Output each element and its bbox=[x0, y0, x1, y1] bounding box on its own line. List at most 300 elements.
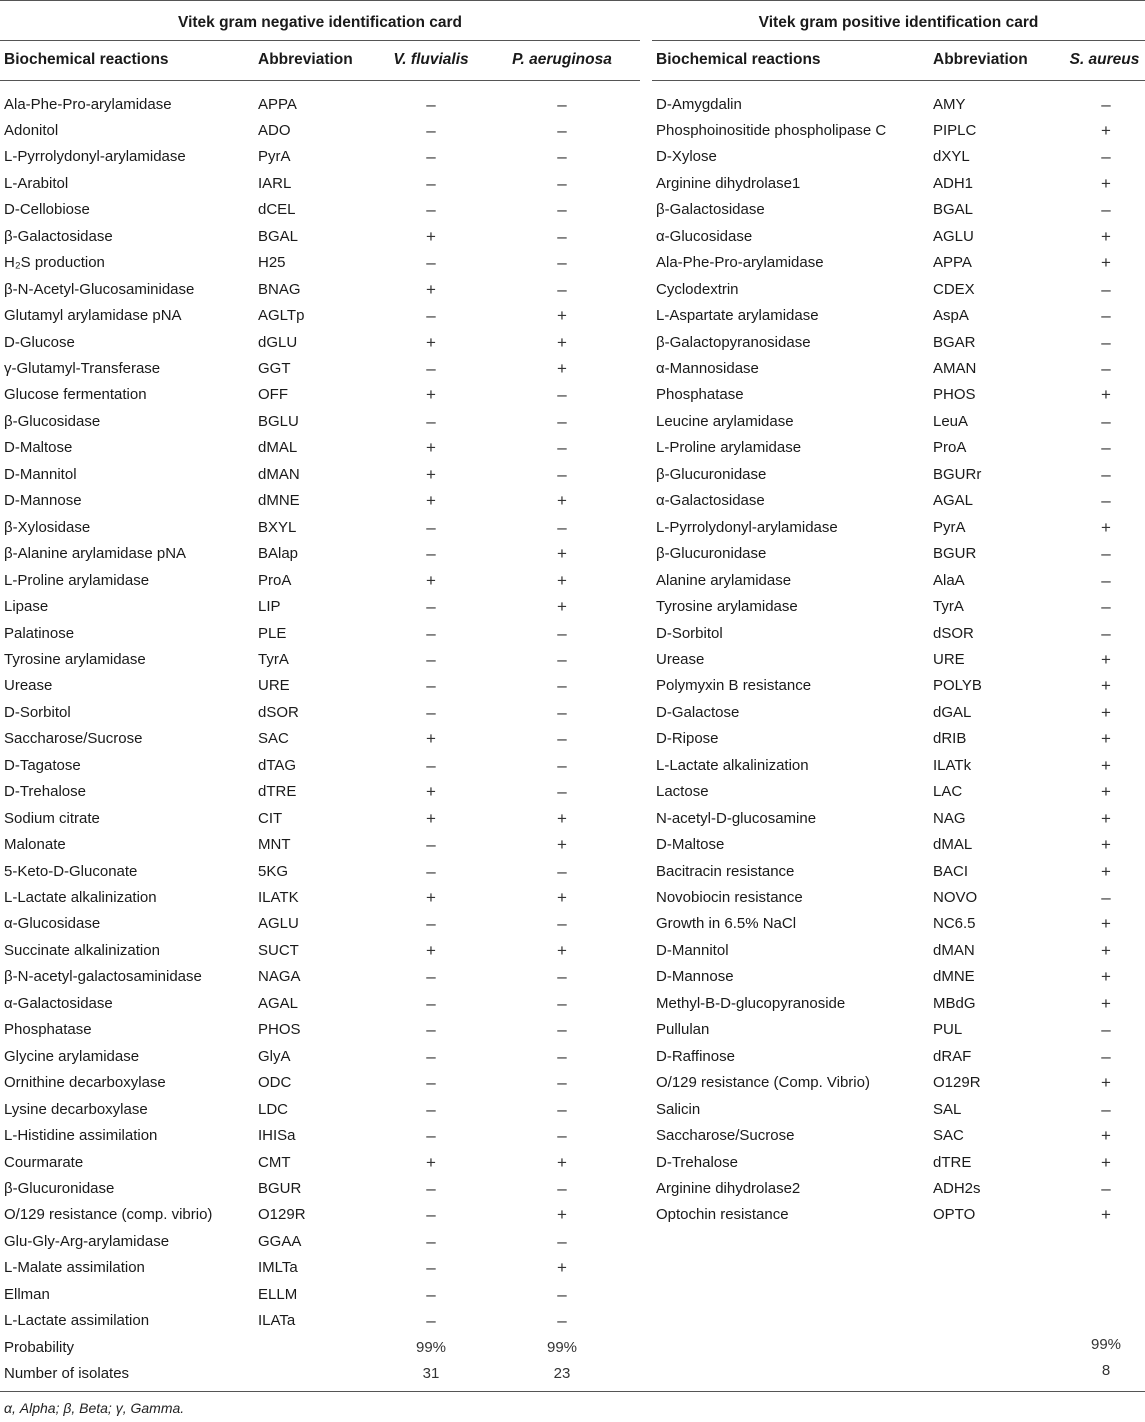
saureus-result: – bbox=[1101, 306, 1111, 326]
reaction-name: D-Glucose bbox=[4, 333, 75, 351]
vfluvialis-result: – bbox=[426, 94, 436, 114]
reaction-name: Cyclodextrin bbox=[656, 280, 739, 298]
left-group-title: Vitek gram negative identification card bbox=[178, 14, 462, 31]
abbreviation: AMY bbox=[933, 95, 966, 113]
table-row bbox=[0, 1150, 1145, 1176]
reaction-name: β-Glucuronidase bbox=[656, 545, 767, 563]
paeruginosa-result: – bbox=[557, 200, 567, 220]
paeruginosa-result: – bbox=[557, 411, 567, 431]
abbreviation: dMAL bbox=[933, 836, 973, 854]
abbreviation: PHOS bbox=[933, 386, 976, 404]
abbreviation: AGLU bbox=[258, 915, 299, 933]
reaction-name: L-Histidine assimilation bbox=[4, 1127, 158, 1145]
saureus-result: + bbox=[1101, 1152, 1111, 1172]
paeruginosa-result: – bbox=[557, 967, 567, 987]
reaction-name: Adonitol bbox=[4, 121, 59, 139]
vfluvialis-result: – bbox=[426, 200, 436, 220]
left-col-abbrev-header: Abbreviation bbox=[258, 51, 353, 68]
abbreviation: PyrA bbox=[258, 148, 291, 166]
saureus-result: + bbox=[1101, 940, 1111, 960]
saureus-result: – bbox=[1101, 438, 1111, 458]
paeruginosa-result: + bbox=[557, 306, 567, 326]
vfluvialis-result: – bbox=[426, 1178, 436, 1198]
right-header-rule bbox=[652, 80, 1145, 81]
left-group-rule bbox=[0, 40, 640, 41]
saureus-result: – bbox=[1101, 597, 1111, 617]
vfluvialis-result: – bbox=[426, 147, 436, 167]
right-probability-row bbox=[0, 1332, 1145, 1358]
saureus-result: + bbox=[1101, 755, 1111, 775]
abbreviation: POLYB bbox=[933, 677, 982, 695]
saureus-result: – bbox=[1101, 411, 1111, 431]
paeruginosa-result: – bbox=[557, 1178, 567, 1198]
saureus-result: + bbox=[1101, 1126, 1111, 1146]
paeruginosa-result: + bbox=[557, 1205, 567, 1225]
right-col-reaction-header: Biochemical reactions bbox=[656, 51, 821, 68]
reaction-name: Polymyxin B resistance bbox=[656, 677, 812, 695]
paeruginosa-result: 99% bbox=[546, 1338, 578, 1356]
paeruginosa-result: + bbox=[557, 597, 567, 617]
abbreviation: dMAN bbox=[258, 465, 300, 483]
reaction-name: D-Xylose bbox=[656, 148, 717, 166]
table-row bbox=[0, 144, 1145, 170]
table-row bbox=[0, 859, 1145, 885]
abbreviation: SAC bbox=[258, 730, 289, 748]
paeruginosa-result: – bbox=[557, 253, 567, 273]
vfluvialis-result: + bbox=[426, 888, 436, 907]
table-row bbox=[0, 700, 1145, 726]
paeruginosa-result: – bbox=[557, 729, 567, 749]
abbreviation: CIT bbox=[258, 809, 283, 827]
abbreviation: dMAN bbox=[933, 941, 975, 959]
reaction-name: Salicin bbox=[656, 1100, 701, 1118]
vfluvialis-result: – bbox=[426, 359, 436, 378]
paeruginosa-result: – bbox=[557, 1231, 567, 1251]
abbreviation: NAGA bbox=[258, 968, 301, 986]
reaction-name: L-Malate assimilation bbox=[4, 1259, 145, 1277]
left-col-vfluvialis-header: V. fluvialis bbox=[393, 51, 469, 68]
reaction-name: α-Galactosidase bbox=[656, 492, 765, 510]
reaction-name: β-Glucuronidase bbox=[656, 465, 767, 483]
abbreviation: BGURr bbox=[933, 465, 982, 483]
right-isolates-row bbox=[0, 1358, 1145, 1384]
saureus-result: – bbox=[1101, 570, 1111, 590]
saureus-result: – bbox=[1101, 464, 1111, 484]
vfluvialis-result: + bbox=[426, 385, 436, 405]
table-row bbox=[0, 277, 1145, 303]
vfluvialis-result: – bbox=[426, 1126, 436, 1146]
table-row bbox=[0, 488, 1145, 514]
vfluvialis-result: – bbox=[426, 1258, 436, 1278]
reaction-name: Urease bbox=[4, 677, 53, 695]
saureus-result: – bbox=[1101, 94, 1111, 114]
vfluvialis-result: – bbox=[426, 517, 436, 537]
saureus-result: – bbox=[1101, 1020, 1111, 1040]
abbreviation: BGAR bbox=[933, 333, 976, 351]
paeruginosa-result: + bbox=[557, 1258, 567, 1278]
abbreviation: ELLM bbox=[258, 1285, 298, 1303]
reaction-name: Lactose bbox=[656, 783, 709, 801]
reaction-name: Lysine decarboxylase bbox=[4, 1100, 148, 1118]
reaction-name: Succinate alkalinization bbox=[4, 941, 160, 959]
table-row bbox=[0, 753, 1145, 779]
paeruginosa-result: – bbox=[557, 94, 567, 114]
paeruginosa-result: + bbox=[557, 1152, 567, 1172]
vfluvialis-result: – bbox=[426, 411, 436, 431]
table-row bbox=[0, 382, 1145, 408]
saureus-result: + bbox=[1101, 226, 1111, 246]
abbreviation: AGAL bbox=[933, 492, 974, 510]
vfluvialis-result: – bbox=[426, 623, 436, 643]
reaction-name: Phosphoinositide phospholipase C bbox=[656, 121, 887, 139]
reaction-name: D-Ripose bbox=[656, 730, 719, 748]
vfluvialis-result: – bbox=[426, 1073, 436, 1093]
reaction-name: Phosphatase bbox=[656, 386, 744, 404]
table-row bbox=[0, 515, 1145, 541]
reaction-name: β-Galactopyranosidase bbox=[656, 333, 811, 351]
reaction-name: Glutamyl arylamidase pNA bbox=[4, 307, 182, 325]
vfluvialis-result: – bbox=[426, 1099, 436, 1119]
reaction-name: γ-Glutamyl-Transferase bbox=[4, 360, 161, 377]
saureus-result: + bbox=[1101, 253, 1111, 273]
vfluvialis-result: – bbox=[426, 1284, 436, 1304]
table-row bbox=[0, 171, 1145, 197]
paeruginosa-result: + bbox=[557, 491, 567, 511]
abbreviation: GGT bbox=[258, 360, 291, 377]
abbreviation: BGLU bbox=[258, 412, 299, 430]
vfluvialis-result: + bbox=[426, 332, 436, 352]
table-row bbox=[0, 435, 1145, 461]
abbreviation: SUCT bbox=[258, 941, 299, 959]
paeruginosa-result: + bbox=[557, 835, 567, 855]
reaction-name: Optochin resistance bbox=[656, 1206, 789, 1224]
reaction-name: L-Pyrrolydonyl-arylamidase bbox=[656, 518, 838, 536]
table-row bbox=[0, 1308, 640, 1334]
paeruginosa-result: 23 bbox=[553, 1365, 571, 1383]
vfluvialis-result: – bbox=[426, 173, 436, 193]
abbreviation: dMNE bbox=[258, 492, 300, 510]
abbreviation: dXYL bbox=[933, 148, 970, 166]
saureus-result: – bbox=[1101, 888, 1111, 907]
reaction-name: α-Glucosidase bbox=[656, 227, 753, 245]
table-row bbox=[0, 594, 1145, 620]
paeruginosa-result: + bbox=[557, 544, 567, 564]
reaction-name: β-Glucosidase bbox=[4, 412, 101, 430]
saureus-result: + bbox=[1101, 120, 1111, 140]
abbreviation: ODC bbox=[258, 1074, 292, 1092]
abbreviation: MNT bbox=[258, 836, 291, 854]
vfluvialis-result: – bbox=[426, 306, 436, 326]
abbreviation: TyrA bbox=[258, 650, 289, 668]
abbreviation: URE bbox=[258, 677, 290, 695]
abbreviation: TyrA bbox=[933, 598, 964, 616]
saureus-result: – bbox=[1101, 544, 1111, 564]
table-row bbox=[0, 541, 1145, 567]
abbreviation: PUL bbox=[933, 1021, 963, 1039]
abbreviation: NAG bbox=[933, 809, 966, 827]
vfluvialis-result: – bbox=[426, 1205, 436, 1225]
reaction-name: Sodium citrate bbox=[4, 809, 100, 827]
reaction-name: D-Amygdalin bbox=[656, 95, 742, 113]
vfluvialis-result: – bbox=[426, 702, 436, 722]
abbreviation: OPTO bbox=[933, 1206, 976, 1224]
reaction-name: α-Galactosidase bbox=[4, 994, 113, 1012]
abbreviation: LDC bbox=[258, 1100, 289, 1118]
paeruginosa-result: + bbox=[557, 808, 567, 828]
abbreviation: dSOR bbox=[933, 624, 974, 642]
abbreviation: IHISa bbox=[258, 1127, 296, 1145]
abbreviation: PIPLC bbox=[933, 121, 977, 139]
table-row bbox=[0, 118, 1145, 144]
paeruginosa-result: – bbox=[557, 649, 567, 669]
reaction-name: N-acetyl-D-glucosamine bbox=[656, 809, 817, 827]
abbreviation: SAL bbox=[933, 1100, 962, 1118]
vfluvialis-result: – bbox=[426, 835, 436, 855]
reaction-name: Malonate bbox=[4, 836, 66, 854]
reaction-name: D-Maltose bbox=[656, 836, 725, 854]
reaction-name: Saccharose/Sucrose bbox=[4, 730, 143, 748]
paeruginosa-result: + bbox=[557, 888, 567, 907]
abbreviation: BGUR bbox=[933, 545, 977, 563]
table-row bbox=[0, 1044, 1145, 1070]
reaction-name: L-Arabitol bbox=[4, 174, 69, 192]
abbreviation: dMAL bbox=[258, 439, 298, 457]
abbreviation: CDEX bbox=[933, 280, 975, 298]
vfluvialis-result: 31 bbox=[422, 1365, 440, 1383]
abbreviation: ADH1 bbox=[933, 174, 974, 192]
reaction-name: Ellman bbox=[4, 1285, 50, 1303]
reaction-name: L-Aspartate arylamidase bbox=[656, 307, 819, 325]
reaction-name: D-Trehalose bbox=[4, 783, 86, 801]
paeruginosa-result: – bbox=[557, 1020, 567, 1040]
vfluvialis-result: + bbox=[426, 226, 436, 246]
saureus-result: + bbox=[1101, 835, 1111, 855]
paeruginosa-result: – bbox=[557, 623, 567, 643]
reaction-name: Pullulan bbox=[656, 1021, 710, 1039]
reaction-name: L-Proline arylamidase bbox=[4, 571, 150, 589]
reaction-name: L-Lactate alkalinization bbox=[4, 889, 157, 906]
reaction-name: O/129 resistance (Comp. Vibrio) bbox=[656, 1074, 870, 1092]
table-row bbox=[0, 938, 1145, 964]
reaction-name: D-Cellobiose bbox=[4, 201, 90, 219]
abbreviation: dGAL bbox=[933, 703, 972, 721]
reaction-name: Saccharose/Sucrose bbox=[656, 1127, 795, 1145]
left-header-rule bbox=[0, 80, 640, 81]
abbreviation: BAlap bbox=[258, 545, 299, 563]
saureus-result: – bbox=[1101, 1178, 1111, 1198]
table-row bbox=[0, 568, 1145, 594]
saureus-result: – bbox=[1101, 147, 1111, 167]
table-row bbox=[0, 1017, 1145, 1043]
abbreviation: AlaA bbox=[933, 571, 965, 589]
table-row bbox=[0, 197, 1145, 223]
abbreviation: NC6.5 bbox=[933, 915, 976, 933]
saureus-result: + bbox=[1101, 173, 1111, 193]
reaction-name: D-Galactose bbox=[656, 703, 740, 721]
saureus-result: + bbox=[1101, 702, 1111, 722]
paeruginosa-result: – bbox=[557, 676, 567, 696]
table-row bbox=[0, 647, 1145, 673]
vfluvialis-result: – bbox=[426, 597, 436, 617]
abbreviation: dTRE bbox=[933, 1153, 972, 1171]
abbreviation: AspA bbox=[933, 307, 969, 325]
reaction-name: Ala-Phe-Pro-arylamidase bbox=[656, 254, 824, 272]
abbreviation: O129R bbox=[933, 1074, 981, 1092]
table-row bbox=[0, 1097, 1145, 1123]
abbreviation: AGLTp bbox=[258, 307, 305, 325]
paeruginosa-result: – bbox=[557, 1126, 567, 1146]
reaction-name: Palatinose bbox=[4, 624, 75, 642]
saureus-result: – bbox=[1101, 491, 1111, 511]
abbreviation: O129R bbox=[258, 1206, 306, 1224]
paeruginosa-result: – bbox=[557, 1311, 567, 1331]
reaction-name: H₂S production bbox=[4, 254, 105, 272]
reaction-name: Glucose fermentation bbox=[4, 386, 147, 404]
paeruginosa-result: + bbox=[557, 359, 567, 378]
reaction-name: 5-Keto-D-Gluconate bbox=[4, 862, 138, 880]
abbreviation: dCEL bbox=[258, 201, 296, 219]
saureus-result: + bbox=[1101, 914, 1111, 934]
vfluvialis-result: – bbox=[426, 755, 436, 775]
right-group-rule bbox=[652, 40, 1145, 41]
table-row bbox=[0, 726, 1145, 752]
abbreviation: SAC bbox=[933, 1127, 964, 1145]
abbreviation: dMNE bbox=[933, 968, 975, 986]
table-row bbox=[0, 1229, 640, 1255]
table-row bbox=[0, 1202, 1145, 1228]
table-row bbox=[0, 885, 1145, 911]
table-row bbox=[0, 250, 1145, 276]
reaction-name: Growth in 6.5% NaCl bbox=[656, 915, 797, 933]
reaction-name: Tyrosine arylamidase bbox=[4, 650, 146, 668]
abbreviation: ILATa bbox=[258, 1312, 296, 1330]
vfluvialis-result: – bbox=[426, 676, 436, 696]
reaction-name: L-Lactate assimilation bbox=[4, 1312, 150, 1330]
abbreviation: dGLU bbox=[258, 333, 298, 351]
abbreviation: IMLTa bbox=[258, 1259, 298, 1277]
reaction-name: D-Sorbitol bbox=[656, 624, 723, 642]
abbreviation: BNAG bbox=[258, 280, 301, 298]
vfluvialis-result: – bbox=[426, 1231, 436, 1251]
table-row bbox=[0, 806, 1145, 832]
reaction-name: β-N-acetyl-galactosaminidase bbox=[4, 968, 202, 986]
reaction-name: D-Tagatose bbox=[4, 756, 81, 774]
right-group-title: Vitek gram positive identification card bbox=[758, 14, 1039, 31]
abbreviation: ADO bbox=[258, 121, 291, 139]
vfluvialis-result: + bbox=[426, 279, 436, 299]
abbreviation: dRAF bbox=[933, 1047, 972, 1065]
abbreviation: NOVO bbox=[933, 889, 978, 906]
reaction-name: Leucine arylamidase bbox=[656, 412, 794, 430]
abbreviation: ADH2s bbox=[933, 1179, 981, 1197]
reaction-name: D-Mannitol bbox=[656, 941, 729, 959]
right-probability-value: 99% bbox=[1090, 1336, 1122, 1353]
abbreviation: 5KG bbox=[258, 862, 289, 880]
vfluvialis-result: – bbox=[426, 1311, 436, 1331]
saureus-result: + bbox=[1101, 782, 1111, 802]
saureus-result: + bbox=[1101, 649, 1111, 669]
table-row bbox=[0, 303, 1145, 329]
vfluvialis-result: – bbox=[426, 1046, 436, 1066]
table-row bbox=[0, 409, 1145, 435]
right-isolates-value: 8 bbox=[1101, 1362, 1111, 1379]
abbreviation: MBdG bbox=[933, 994, 976, 1012]
abbreviation: BGUR bbox=[258, 1179, 302, 1197]
vfluvialis-result: + bbox=[426, 1152, 436, 1172]
paeruginosa-result: – bbox=[557, 385, 567, 405]
saureus-result: + bbox=[1101, 808, 1111, 828]
reaction-name: β-Xylosidase bbox=[4, 518, 91, 536]
abbreviation: GGAA bbox=[258, 1232, 302, 1250]
vfluvialis-result: 99% bbox=[415, 1338, 447, 1356]
table-footnote: α, Alpha; β, Beta; γ, Gamma. bbox=[4, 1400, 185, 1416]
abbreviation: PLE bbox=[258, 624, 287, 642]
saureus-result: + bbox=[1101, 676, 1111, 696]
reaction-name: O/129 resistance (comp. vibrio) bbox=[4, 1206, 213, 1224]
top-rule bbox=[0, 0, 1145, 1]
saureus-result: – bbox=[1101, 200, 1111, 220]
table-row bbox=[0, 673, 1145, 699]
paeruginosa-result: – bbox=[557, 173, 567, 193]
bottom-rule bbox=[0, 1391, 1145, 1392]
left-col-paeruginosa-header: P. aeruginosa bbox=[512, 51, 612, 68]
vfluvialis-result: + bbox=[426, 464, 436, 484]
paeruginosa-result: – bbox=[557, 279, 567, 299]
table-row bbox=[0, 991, 1145, 1017]
abbreviation: IARL bbox=[258, 174, 292, 192]
saureus-result: – bbox=[1101, 332, 1111, 352]
abbreviation: LIP bbox=[258, 598, 281, 616]
paeruginosa-result: – bbox=[557, 147, 567, 167]
reaction-name: Glycine arylamidase bbox=[4, 1047, 140, 1065]
reaction-name: Probability bbox=[4, 1338, 75, 1356]
saureus-result: + bbox=[1101, 1073, 1111, 1093]
reaction-name: D-Mannose bbox=[656, 968, 734, 986]
table-row bbox=[0, 356, 1145, 382]
abbreviation: dTRE bbox=[258, 783, 297, 801]
right-col-saureus-header: S. aureus bbox=[1069, 51, 1140, 68]
table-row bbox=[0, 92, 1145, 118]
abbreviation: GlyA bbox=[258, 1047, 291, 1065]
abbreviation: ILATk bbox=[933, 756, 972, 774]
abbreviation: ILATK bbox=[258, 889, 299, 906]
abbreviation: OFF bbox=[258, 386, 288, 404]
paeruginosa-result: – bbox=[557, 861, 567, 881]
abbreviation: APPA bbox=[258, 95, 297, 113]
reaction-name: β-N-Acetyl-Glucosaminidase bbox=[4, 280, 195, 298]
reaction-name: L-Proline arylamidase bbox=[656, 439, 802, 457]
reaction-name: Alanine arylamidase bbox=[656, 571, 792, 589]
reaction-name: α-Glucosidase bbox=[4, 915, 101, 933]
paeruginosa-result: – bbox=[557, 702, 567, 722]
reaction-name: β-Galactosidase bbox=[4, 227, 113, 245]
abbreviation: ProA bbox=[258, 571, 292, 589]
paeruginosa-result: – bbox=[557, 1046, 567, 1066]
vfluvialis-result: + bbox=[426, 729, 436, 749]
paeruginosa-result: – bbox=[557, 517, 567, 537]
reaction-name: L-Pyrrolydonyl-arylamidase bbox=[4, 148, 186, 166]
paeruginosa-result: – bbox=[557, 438, 567, 458]
table-row bbox=[0, 1176, 1145, 1202]
vfluvialis-result: + bbox=[426, 808, 436, 828]
saureus-result: – bbox=[1101, 623, 1111, 643]
vfluvialis-result: + bbox=[426, 782, 436, 802]
paeruginosa-result: – bbox=[557, 1073, 567, 1093]
vfluvialis-result: + bbox=[426, 570, 436, 590]
abbreviation: APPA bbox=[933, 254, 972, 272]
table-row bbox=[0, 462, 1145, 488]
table-row bbox=[0, 832, 1145, 858]
